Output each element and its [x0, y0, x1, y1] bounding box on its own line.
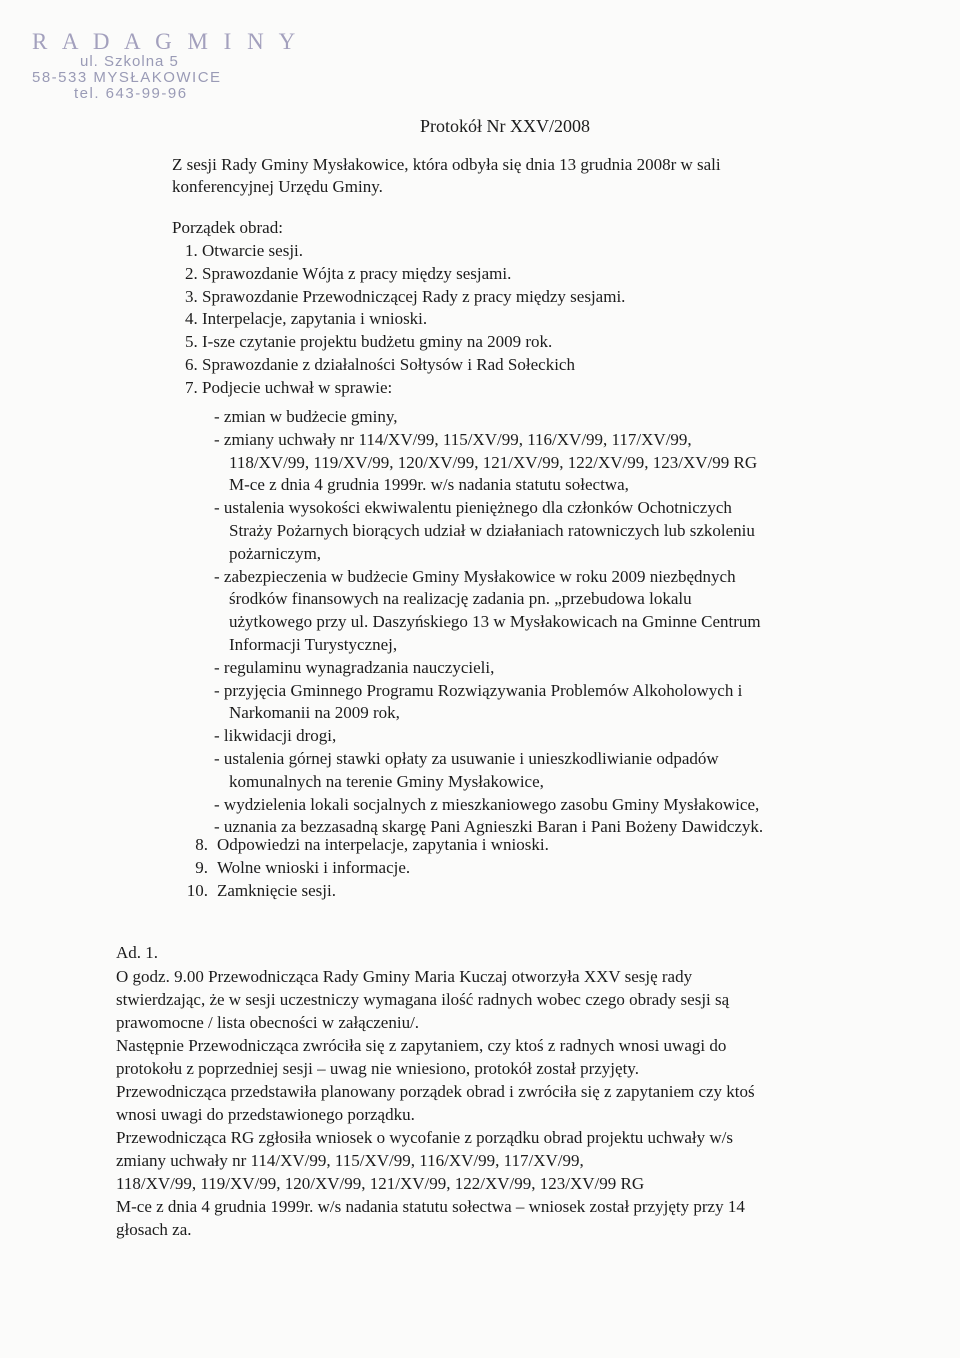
agenda-item: Wolne wnioski i informacje. [217, 858, 411, 877]
paragraph-line: Przewodnicząca RG zgłosiła wniosek o wycofanie z porządku obrad projektu uchwały w/s [116, 1128, 733, 1147]
agenda-subitem: komunalnych na terenie Gminy Mysłakowice, [229, 771, 544, 791]
agenda-subitem: - regulaminu wynagradzania nauczycieli, [214, 657, 495, 677]
stamp-line-phone: tel. 643-99-96 [74, 85, 188, 102]
agenda-item: 4. Interpelacje, zapytania i wnioski. [185, 309, 428, 329]
agenda-item: 2. Sprawozdanie Wójta z pracy między sesjami. [185, 263, 512, 283]
agenda-subitem: - wydzielenia lokali socjalnych z mieszkaniowego zasobu Gminy Mysłakowice, [214, 794, 760, 814]
agenda-item: Zamknięcie sesji. [217, 881, 336, 900]
stamp-line-council: R A D A G M I N Y [32, 29, 301, 54]
agenda-subitem: - zabezpieczenia w budżecie Gminy Mysłakowice w roku 2009 niezbędnych [214, 566, 736, 586]
agenda-subitem: - przyjęcia Gminnego Programu Rozwiązywania Problemów Alkoholowych i [214, 680, 743, 700]
agenda-subitem: użytkowego przy ul. Daszyńskiego 13 w Mysłakowicach na Gminne Centrum [229, 612, 761, 632]
intro-line: Z sesji Rady Gminy Mysłakowice, która odbyła się dnia 13 grudnia 2008r w sali [172, 155, 721, 174]
agenda-subitem: środków finansowych na realizację zadania pn. „przebudowa lokalu [229, 589, 692, 609]
paragraph-line: stwierdzając, że w sesji uczestniczy wymagana ilość radnych wobec czego obrady sesji są [116, 990, 730, 1009]
paragraph-line: M-ce z dnia 4 grudnia 1999r. w/s nadania statutu sołectwa – wniosek został przyjęty przy 14 [116, 1197, 745, 1216]
agenda-heading: Porządek obrad: [172, 218, 283, 237]
agenda-item: 7. Podjecie uchwał w sprawie: [185, 377, 393, 397]
agenda-subitem: - zmian w budżecie gminy, [214, 407, 398, 426]
agenda-subitem: M-ce z dnia 4 grudnia 1999r. w/s nadania statutu sołectwa, [229, 475, 629, 495]
stamp-line-postcode: 58-533 MYSŁAKOWICE [32, 69, 222, 86]
document-title: Protokół Nr XXV/2008 [420, 116, 590, 136]
paragraph-line: prawomocne / lista obecności w załączeniu/. [116, 1013, 420, 1032]
agenda-subitem: Straży Pożarnych biorących udział w działaniach ratowniczych lub szkoleniu [229, 521, 755, 540]
council-stamp [32, 30, 300, 101]
paragraph-line: wnosi uwagi do przedstawionego porządku. [116, 1105, 415, 1124]
agenda-item-number: 8. [195, 835, 208, 854]
agenda-subitem: - uznania za bezzasadną skargę Pani Agnieszki Baran i Pani Bożeny Dawidczyk. [214, 817, 764, 837]
paragraph-line: Następnie Przewodnicząca zwróciła się z zapytaniem, czy ktoś z radnych wnosi uwagi do [116, 1036, 727, 1055]
paragraph-line: protokołu z poprzedniej sesji – uwag nie wniesiono, protokół został przyjęty. [116, 1059, 639, 1078]
agenda-item: 6. Sprawozdanie z działalności Sołtysów i Rad Sołeckich [185, 355, 575, 374]
agenda-item: 5. I-sze czytanie projektu budżetu gminy na 2009 rok. [185, 332, 553, 352]
agenda-subitem: - ustalenia wysokości ekwiwalentu pieniężnego dla członków Ochotniczych [214, 498, 732, 518]
section-heading: Ad. 1. [116, 943, 159, 962]
agenda-item-number: 9. [195, 858, 208, 877]
paragraph-line: głosach za. [116, 1220, 192, 1239]
agenda-subitem: Narkomanii na 2009 rok, [229, 703, 400, 723]
agenda-item-number: 10. [186, 881, 208, 900]
intro-line: konferencyjnej Urzędu Gminy. [172, 177, 383, 196]
agenda-subitem: Informacji Turystycznej, [229, 635, 398, 654]
paragraph-line: Przewodnicząca przedstawiła planowany porządek obrad i zwróciła się z zapytaniem czy ktoś [116, 1082, 755, 1101]
agenda-item: 1. Otwarcie sesji. [185, 241, 304, 260]
agenda-item: 3. Sprawozdanie Przewodniczącej Rady z pracy między sesjami. [185, 286, 626, 306]
paragraph-line: O godz. 9.00 Przewodnicząca Rady Gminy Maria Kuczaj otworzyła XXV sesję rady [116, 967, 693, 986]
agenda-subitem: - ustalenia górnej stawki opłaty za usuwanie i unieszkodliwianie odpadów [214, 749, 719, 768]
paragraph-line: zmiany uchwały nr 114/XV/99, 115/XV/99, 116/XV/99, 117/XV/99, [116, 1151, 584, 1170]
agenda-subitem: - likwidacji drogi, [214, 726, 337, 746]
agenda-subitem: 118/XV/99, 119/XV/99, 120/XV/99, 121/XV/99, 122/XV/99, 123/XV/99 RG [229, 452, 758, 472]
paragraph-line: 118/XV/99, 119/XV/99, 120/XV/99, 121/XV/99, 122/XV/99, 123/XV/99 RG [116, 1174, 645, 1193]
agenda-subitem: - zmiany uchwały nr 114/XV/99, 115/XV/99, 116/XV/99, 117/XV/99, [214, 429, 692, 449]
stamp-line-street: ul. Szkolna 5 [80, 53, 179, 70]
agenda-item: Odpowiedzi na interpelacje, zapytania i wnioski. [217, 835, 549, 854]
agenda-subitem: pożarniczym, [229, 543, 322, 563]
